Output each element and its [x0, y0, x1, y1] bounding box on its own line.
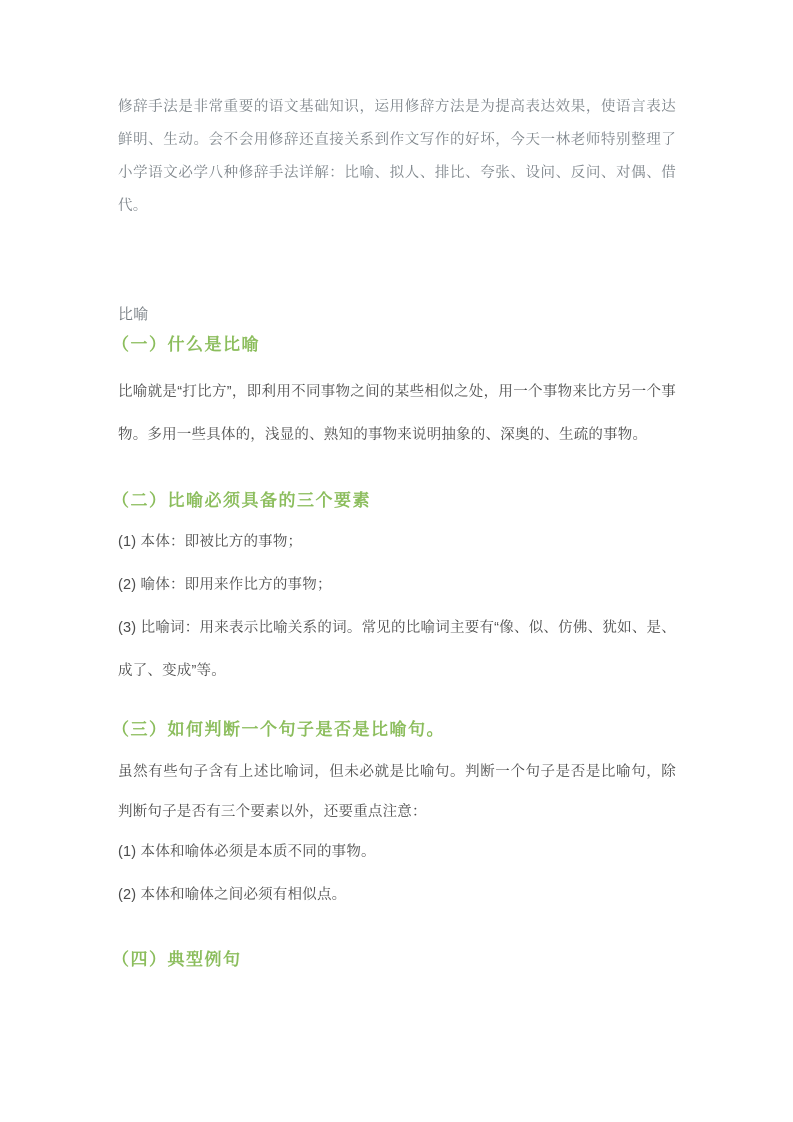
- list-item-element-1: (1) 本体：即被比方的事物；: [118, 534, 303, 550]
- paragraph-how-to-judge: 虽然有些句子含有上述比喻词，但未必就是比喻句。判断一个句子是否是比喻句，除判断句子是否有三个要素以外，还要重点注意：: [118, 764, 676, 820]
- list-item-element-2: (2) 喻体：即用来作比方的事物；: [118, 577, 332, 593]
- heading-three-elements: （二）比喻必须具备的三个要素: [112, 491, 371, 510]
- heading-typical-examples: （四）典型例句: [112, 950, 242, 969]
- list-item-judge-2: (2) 本体和喻体之间必须有相似点。: [118, 887, 347, 903]
- list-item-judge-1: (1) 本体和喻体必须是本质不同的事物。: [118, 844, 376, 860]
- heading-how-to-judge: （三）如何判断一个句子是否是比喻句。: [112, 720, 445, 739]
- section-label-metaphor: 比喻: [118, 307, 149, 323]
- list-item-element-3: (3) 比喻词：用来表示比喻关系的词。常见的比喻词主要有“像、似、仿佛、犹如、是、成了、变成”等。: [118, 620, 676, 679]
- paragraph-what-is-metaphor: 比喻就是“打比方”，即利用不同事物之间的某些相似之处，用一个事物来比方另一个事物。多用一些具体的，浅显的、熟知的事物来说明抽象的、深奥的、生疏的事物。: [118, 384, 676, 443]
- heading-what-is-metaphor: （一）什么是比喻: [112, 335, 260, 354]
- intro-paragraph: 修辞手法是非常重要的语文基础知识，运用修辞方法是为提高表达效果，使语言表达鲜明、生动。会不会用修辞还直接关系到作文写作的好坏，今天一林老师特别整理了小学语文必学八种修辞手法详解：比喻、拟人、排比、夸张、设问、反问、对偶、借代。: [118, 99, 676, 214]
